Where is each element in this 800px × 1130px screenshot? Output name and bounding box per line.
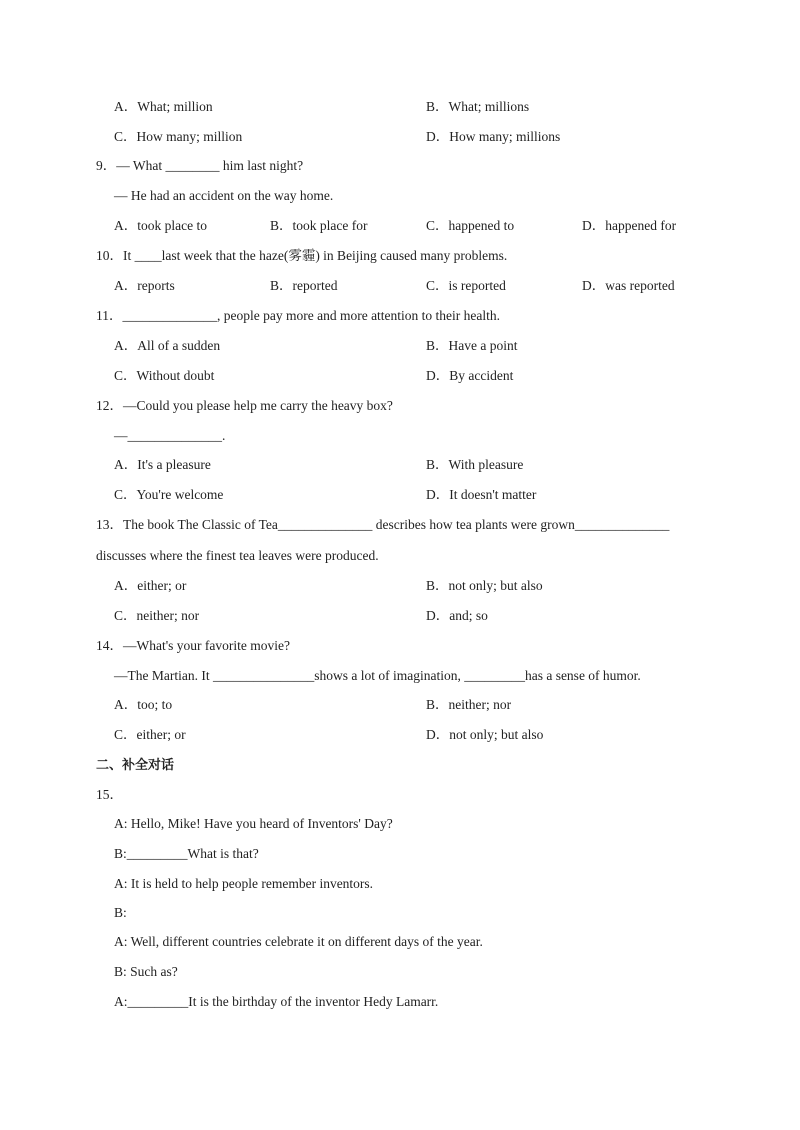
q15-dialogue-line: B:_________What is that? <box>114 846 259 861</box>
q9-stem-rest: him last night? <box>219 158 304 173</box>
q8-option-a: A．What; million <box>114 99 213 114</box>
q13-option-a: A．either; or <box>114 578 187 593</box>
q9-option-b: B．took place for <box>270 218 368 233</box>
q13-option-b: B．not only; but also <box>426 578 543 593</box>
q8-option-d: D．How many; millions <box>426 129 561 144</box>
q15-dialogue-line: A: Well, different countries celebrate it on different days of the year. <box>114 934 483 949</box>
q12-option-b: B．With pleasure <box>426 457 524 472</box>
q14-option-b: B．neither; nor <box>426 697 512 712</box>
q13-option-c: C．neither; nor <box>114 608 200 623</box>
q9-reply: — He had an accident on the way home. <box>114 188 334 203</box>
q12-option-c: C．You're welcome <box>114 487 224 502</box>
q10-option-d: D．was reported <box>582 278 675 293</box>
q13-stem: 13．The book The Classic of Tea______________ describes how tea plants were grown______________ <box>96 517 670 532</box>
q10-option-b: B．reported <box>270 278 338 293</box>
q15-number: 15． <box>96 787 123 802</box>
section-heading: 二、补全对话 <box>96 758 175 773</box>
q13-stem-continued: discusses where the finest tea leaves were produced. <box>96 548 379 563</box>
q10-pre: 10．It <box>96 248 135 263</box>
q12-option-a: A．It's a pleasure <box>114 457 211 472</box>
q9-option-d: D．happened for <box>582 218 677 233</box>
q9-stem <box>96 158 303 174</box>
q11-option-d: D．By accident <box>426 368 514 383</box>
q12-option-d: D．It doesn't matter <box>426 487 537 502</box>
q12-stem: 12．—Could you please help me carry the heavy box? <box>96 398 393 413</box>
q9-number: 9．— What <box>96 158 163 173</box>
q14-option-a: A．too; to <box>114 697 173 712</box>
q8-option-b: B．What; millions <box>426 99 530 114</box>
q10-stem <box>96 248 507 264</box>
q9-option-a: A．took place to <box>114 218 207 233</box>
q10-option-a: A．reports <box>114 278 175 293</box>
q15-dialogue-line: A: It is held to help people remember inventors. <box>114 876 374 891</box>
q8-option-c: C．How many; million <box>114 129 243 144</box>
q10-stem-rest: last week that the haze(雾霾) in Beijing caused many problems. <box>161 248 508 263</box>
q15-dialogue-line: A:_________It is the birthday of the inventor Hedy Lamarr. <box>114 994 439 1009</box>
q15-dialogue-line: A: Hello, Mike! Have you heard of Inventors' Day? <box>114 816 393 831</box>
q10-blank: ____ <box>134 248 162 263</box>
q12-reply: —______________. <box>114 428 226 443</box>
q10-option-c: C．is reported <box>426 278 506 293</box>
q9-option-c: C．happened to <box>426 218 515 233</box>
q14-option-c: C．either; or <box>114 727 186 742</box>
q13-option-d: D．and; so <box>426 608 488 623</box>
q14-reply: —The Martian. It _______________shows a lot of imagination, _________has a sense of humor. <box>114 668 641 683</box>
q11-option-a: A．All of a sudden <box>114 338 221 353</box>
q15-dialogue-line: B: <box>114 905 127 920</box>
q9-blank: ________ <box>165 158 220 173</box>
q14-stem: 14．—What's your favorite movie? <box>96 638 291 653</box>
q11-option-c: C．Without doubt <box>114 368 215 383</box>
q11-option-b: B．Have a point <box>426 338 518 353</box>
q11-stem: 11．______________, people pay more and more attention to their health. <box>96 308 501 323</box>
q15-dialogue-line: B: Such as? <box>114 964 178 979</box>
q14-option-d: D．not only; but also <box>426 727 544 742</box>
